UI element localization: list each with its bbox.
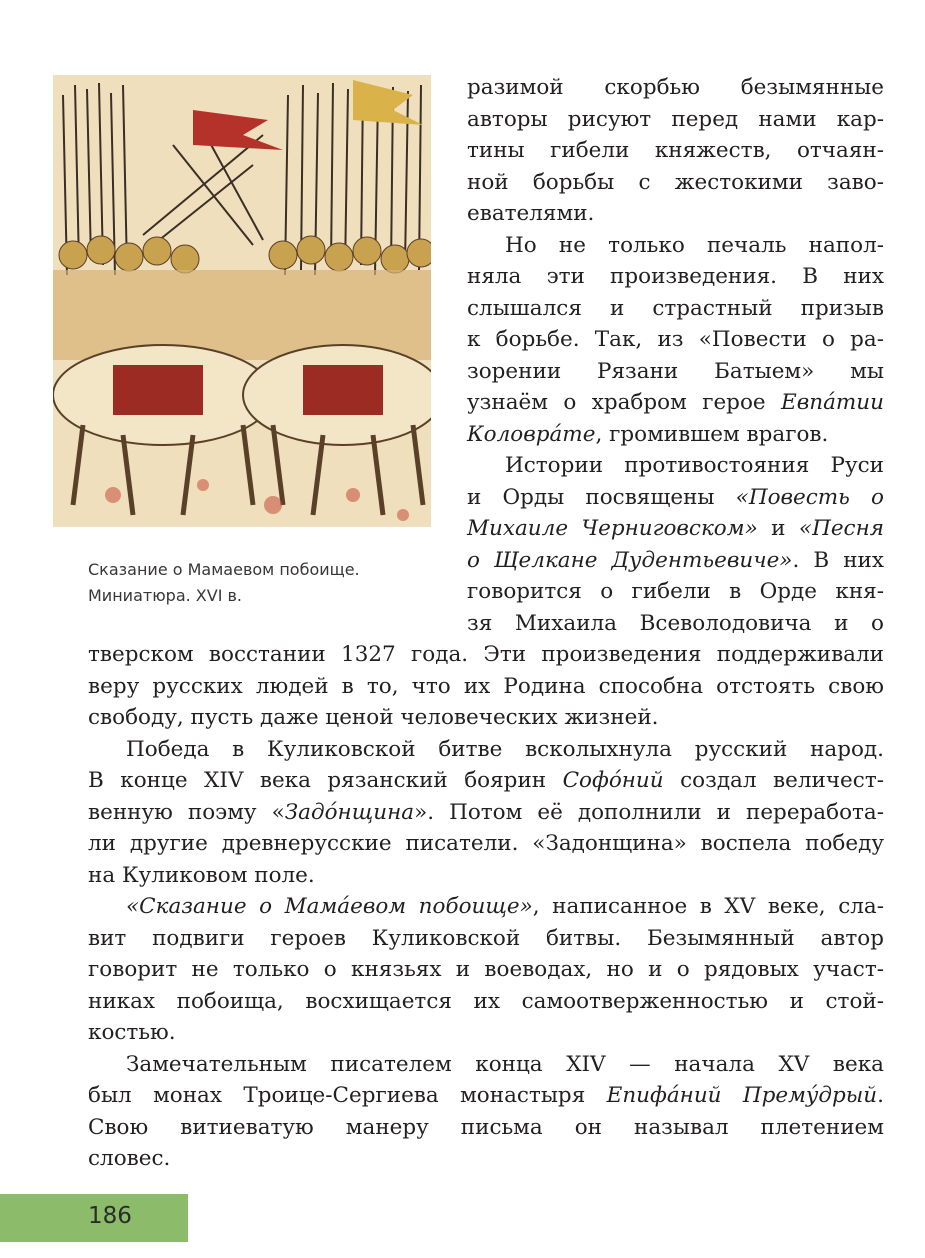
text-line: вит подвиги героев Куликовской битвы. Безымянный автор [88, 925, 884, 951]
caption-line-2: Миниатюра. XVI в. [88, 586, 243, 605]
caption-line-1: Сказание о Мамаевом побоище. [88, 560, 360, 579]
text-line: Победа в Куликовской битве всколыхнула русский народ. [126, 736, 884, 762]
text-line: Свою витиеватую манеру письма он называл плетением [88, 1114, 884, 1140]
text-line: был монах Троице-Сергиева монастыря Епифа́ний Прему́дрый. [88, 1083, 884, 1108]
text-line: разимой скорбью безымянные [467, 75, 884, 100]
text-line: зорении Рязани Батыем» мы [467, 358, 884, 384]
text-line: говорится о гибели в Орде кня- [467, 579, 884, 604]
text-line: свободу, пусть даже ценой человеческих жизней. [88, 705, 659, 730]
battle-miniature-illustration [53, 75, 431, 527]
text-line: словес. [88, 1146, 171, 1171]
text-line: узнаём о храбром герое Евпа́тии [467, 390, 884, 415]
text-line: о Щелкане Дудентьевиче». В них [467, 547, 884, 573]
text-line: В конце XIV века рязанский боярин Софо́ний создал величест- [88, 768, 884, 793]
text-line: тверском восстании 1327 года. Эти произведения поддерживали [88, 642, 884, 667]
text-line: Михаиле Черниговском» и «Песня [467, 516, 884, 541]
right-column-text [467, 72, 884, 639]
page-number: 186 [88, 1203, 132, 1229]
text-line: Но не только печаль напол- [505, 232, 884, 258]
text-line: никах побоища, восхищается их самоотверженностью и стой- [88, 988, 884, 1014]
text-line: тины гибели княжеств, отчаян- [467, 138, 884, 163]
text-line: венную поэму «Задо́нщина». Потом её дополнили и переработа- [88, 799, 884, 825]
text-line: Истории противостояния Руси [505, 453, 884, 478]
text-line: и Орды посвящены «Повесть о [467, 484, 884, 510]
text-line: костью. [88, 1020, 176, 1045]
text-line: зя Михаила Всеволодовича и о [467, 610, 884, 636]
text-line: ной борьбы с жестокими заво- [467, 169, 884, 195]
text-line: веру русских людей в то, что их Родина способна отстоять свою [88, 673, 884, 699]
text-line: к борьбе. Так, из «Повести о ра- [467, 327, 884, 352]
text-line: слышался и страстный призыв [467, 295, 884, 321]
text-line: евателями. [467, 201, 595, 226]
text-line: говорит не только о князьях и воеводах, но и о рядовых участ- [88, 957, 884, 982]
full-width-text [88, 639, 884, 1175]
text-line: ли другие древнерусские писатели. «Задонщина» воспела победу [88, 831, 884, 856]
text-line: Коловра́те, громившем врагов. [467, 421, 829, 447]
text-line: Замечательным писателем конца XIV — начала XV века [126, 1051, 884, 1077]
text-line: «Сказание о Мама́евом побоище», написанное в XV веке, сла- [126, 894, 884, 919]
text-line: няла эти произведения. В них [467, 264, 884, 289]
text-line: на Куликовом поле. [88, 862, 315, 888]
text-line: авторы рисуют перед нами кар- [467, 106, 884, 132]
figure-caption [88, 557, 438, 609]
